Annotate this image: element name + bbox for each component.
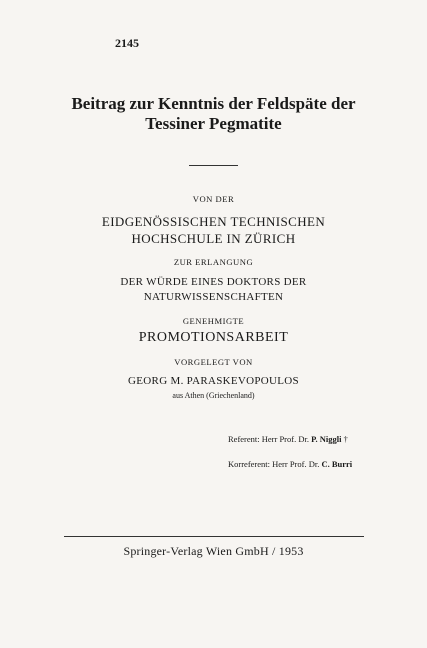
title-divider — [189, 165, 238, 166]
korreferent-name: C. Burri — [321, 459, 353, 469]
degree-line-2: NATURWISSENSCHAFTEN — [143, 291, 284, 303]
deceased-mark: † — [343, 434, 348, 444]
thesis-title — [0, 94, 427, 134]
referent-label: Referent: Herr Prof. Dr. — [228, 434, 309, 444]
korreferent-line — [228, 459, 352, 469]
vorgelegt-von-text: VORGELEGT VON — [174, 357, 253, 367]
korreferent-label: Korreferent: Herr Prof. Dr. — [228, 459, 320, 469]
institution-line-1: EIDGENÖSSISCHEN TECHNISCHEN — [101, 214, 326, 229]
publisher-imprint: Springer-Verlag Wien GmbH / 1953 — [123, 544, 304, 558]
zur-erlangung-text: ZUR ERLANGUNG — [173, 257, 254, 267]
series-number: 2145 — [115, 36, 139, 50]
thesis-title-line-1: Beitrag zur Kenntnis der Feldspäte der — [71, 94, 356, 113]
thesis-type: PROMOTIONSARBEIT — [138, 330, 289, 345]
genehmigte-text: GENEHMIGTE — [182, 316, 245, 326]
author-name: GEORG M. PARASKEVOPOULOS — [128, 375, 299, 387]
institution-line-2: HOCHSCHULE IN ZÜRICH — [131, 231, 296, 246]
thesis-title-line-2: Tessiner Pegmatite — [145, 114, 282, 133]
institution-name — [0, 213, 427, 247]
author-origin: aus Athen (Griechenland) — [172, 391, 255, 400]
degree-name — [0, 275, 427, 305]
degree-line-1: DER WÜRDE EINES DOKTORS DER — [120, 276, 307, 288]
von-der-text: VON DER — [192, 194, 235, 204]
referent-line — [228, 434, 348, 444]
referent-name: P. Niggli — [311, 434, 342, 444]
publisher-divider — [64, 536, 364, 537]
